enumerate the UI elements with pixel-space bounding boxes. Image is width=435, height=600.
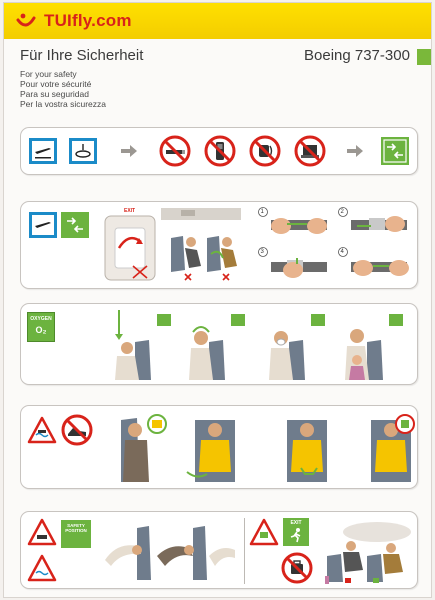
- oxygen-step-4: [345, 314, 403, 380]
- vest-step-3: [287, 420, 327, 482]
- safety-position-sign: [61, 520, 91, 548]
- subtitle-es: Para su seguridad: [20, 89, 89, 99]
- step-number-2: 2: [340, 208, 344, 215]
- brace-position-illustration: [97, 520, 237, 586]
- panel-oxygen: [20, 303, 418, 385]
- panel-life-vest: [20, 405, 418, 489]
- oxygen-label: OXYGEN: [30, 316, 52, 322]
- vest-step-2: [187, 420, 235, 482]
- oxygen-value: O₂: [35, 325, 47, 335]
- safety-label: SAFETY: [67, 523, 85, 528]
- evacuation-illustration: [317, 518, 415, 586]
- exit-label-small: EXIT: [124, 208, 136, 214]
- no-laptop-icon: [294, 135, 326, 167]
- green-edge-tab: [417, 49, 431, 65]
- water-landing-warning-icon: [27, 416, 57, 444]
- step-number-4: 4: [340, 248, 344, 255]
- oxygen-step-1: [115, 310, 171, 380]
- vest-step-4: [371, 415, 414, 482]
- exit-door-illustration: [103, 208, 159, 282]
- running-man-icon: [288, 527, 304, 543]
- no-smoking-icon: [159, 135, 191, 167]
- exit-sign-label: EXIT: [290, 520, 302, 526]
- subtitle-en: For your safety: [20, 69, 77, 79]
- life-vest-steps-illustration: [117, 410, 415, 486]
- no-mobile-phone-icon: [204, 135, 236, 167]
- subtitle-list: [20, 69, 106, 109]
- no-baggage-icon: [281, 552, 313, 584]
- takeoff-monitor-icon: [29, 138, 57, 164]
- seatbelt-steps-illustration: [257, 206, 417, 286]
- brand-logo: [14, 8, 132, 34]
- section-divider: [244, 518, 245, 584]
- tui-smile-icon: [14, 9, 38, 33]
- step-number-1: 1: [260, 208, 264, 215]
- seatbelt-sign-icon: [381, 137, 409, 165]
- subtitle-it: Per la vostra sicurezza: [20, 99, 106, 109]
- no-electronic-devices-icon: [249, 135, 281, 167]
- arrow-right-icon: [121, 145, 137, 157]
- step-number-3: 3: [260, 248, 264, 255]
- brand-name: TUIfly.com: [44, 11, 132, 30]
- takeoff-monitor-icon-2: [29, 212, 57, 238]
- brace-warning-icon: [27, 518, 57, 546]
- cabin-light-icon: [69, 138, 97, 164]
- panel-brace-exit: [20, 511, 418, 589]
- seatbelt-sign-icon-2: [61, 212, 89, 238]
- evacuation-warning-icon: [249, 518, 279, 546]
- oxygen-mask-steps-illustration: [99, 308, 409, 382]
- panel-restrictions: [20, 127, 418, 175]
- safety-card: [3, 2, 432, 598]
- oxygen-step-2: [189, 314, 245, 380]
- arrow-right-icon-2: [347, 145, 363, 157]
- page-title: Für Ihre Sicherheit: [20, 47, 144, 64]
- emergency-exit-sign: [283, 518, 309, 546]
- no-shoes-icon: [61, 414, 93, 446]
- oxygen-step-3: [269, 314, 325, 380]
- vest-step-1: [121, 415, 166, 482]
- panel-seatbelt: [20, 201, 418, 289]
- position-label: POSITION: [65, 528, 87, 533]
- subtitle-fr: Pour votre sécurité: [20, 79, 92, 89]
- passengers-seat-illustration: [161, 208, 241, 282]
- top-brand-bar: [4, 3, 431, 39]
- water-landing-warning-icon-2: [27, 554, 57, 582]
- oxygen-sign: [27, 312, 55, 342]
- aircraft-type: Boeing 737-300: [304, 47, 410, 64]
